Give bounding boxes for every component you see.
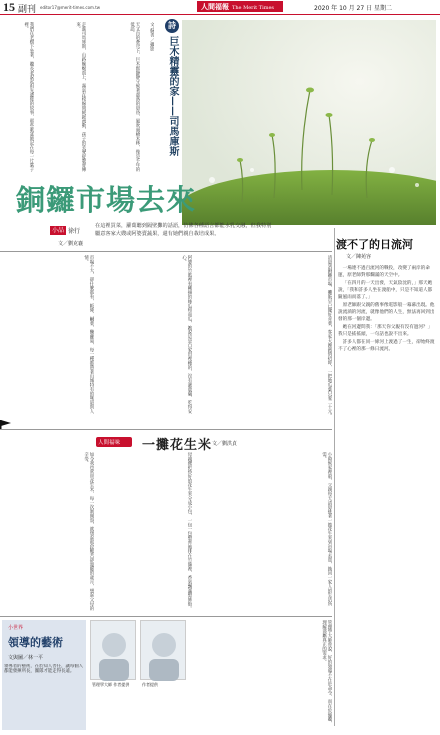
- newspaper-logo: 人間福報 The Merit Times: [197, 1, 283, 12]
- portrait-2-drawing: [141, 621, 187, 681]
- feature-title: 銅鑼市場去來: [16, 183, 197, 217]
- sidebar-paragraph: 一場連不過百流河的戰役，改變了兩岸的命運，原老師對那爛滿的天空中。: [338, 266, 430, 279]
- portrait-2-caption: 作者提供: [142, 682, 158, 687]
- sidebar-paragraph: 「在四月的一天出發，天氣陰沈的，」那天她說，「我和許多人坐在渡船中，只是不知道人都隨風雨而落了。」: [338, 280, 433, 301]
- middle-column-1: 小時候家裡窮，父親每天清晨挑著一擔花生米到市場去賣，換回一家人的生活所需。: [321, 452, 332, 606]
- portrait-1: [90, 620, 136, 680]
- feature-column-2: 阿婆的竹籃裡有剛摘的絲瓜和南瓜，她說這是自家田裡種的，沒有灑農藥，吃得安心。: [181, 255, 192, 414]
- middle-title: 一攤花生米: [142, 438, 213, 453]
- middle-badge-label: 人間福味: [98, 440, 121, 446]
- poem-title: 巨木精靈的家——司馬庫斯: [167, 36, 178, 156]
- bottom-rule: [0, 616, 332, 617]
- editor-email: editor17@merit-times.com.tw: [40, 5, 101, 10]
- bottom-column-2: 管理學大師曾說，好的領導不在於命令，而在於傾聽，理解部屬真正的需求。: [321, 620, 332, 726]
- sidebar-divider: [334, 228, 335, 726]
- sidebar-paragraph: 她在河邊問我：「那天你父親有沒有過河？」我只是搖搖頭，一句話也說不出來。: [338, 325, 433, 338]
- sprout-photo: [182, 20, 436, 225]
- portrait-2: [140, 620, 186, 680]
- sidebar-author: 文／陳苑容: [346, 254, 372, 260]
- poem-label: 詩: [165, 19, 179, 33]
- feature-author: 文／劉克襄: [58, 241, 84, 247]
- poem-column-2: 走進司馬庫斯，山路蜿蜒而上，霧氣在稜線間緩緩流動，孩子的笑聲從教會傳來。: [75, 22, 86, 172]
- sprout-photo-graphic: [182, 20, 436, 225]
- feature-column-3: 市場不大，卻什麼都有，粄條、鹹菜、醃蘿蔔，每一種都帶著山城特有的味道與人情。: [83, 255, 94, 414]
- sidebar-paragraph: 原老師跟父親的舊事像電影般一幕幕出現。他說流淌的河流，就像他們的人生，無法再回到出發的那一個岸邊。: [338, 303, 435, 323]
- section-name: 副刊: [18, 4, 37, 14]
- sidebar-title: 渡不了的日流河: [336, 238, 413, 251]
- feature-lead: 在這裡買菜，蘿蔔聽到隔壁攤的話語，仿佛各種語言都能水乳交融，但我特別屬意客家大嫂或阿婆賣蔬果，還有她們親自栽培成果。: [95, 223, 272, 237]
- portrait-1-drawing: [91, 621, 137, 681]
- poem-column-1: 天文台的蒼穹下，巨木群靜靜守候著部落的晨昏，風吹過檜木林，像是千年的低語。: [129, 22, 140, 172]
- bottom-title: 領導的藝術: [8, 636, 63, 649]
- sidebar-body: [338, 265, 435, 354]
- header-rule: [0, 14, 440, 15]
- feature-column-1: 清晨到銅鑼市場，攤販早已擺好青菜，客家大嫂熱情招呼，一把地瓜葉只要二十元。: [327, 255, 332, 418]
- issue-date: 2020 年 10 月 27 日 星期二: [314, 5, 392, 12]
- feature-badge: 小品: [51, 227, 64, 234]
- portrait-1-caption: 管理學大師 作者提供: [92, 682, 130, 687]
- feature-rule: [0, 251, 332, 252]
- page-number: 15: [3, 0, 15, 14]
- bottom-column-1: 領導者的藝術，在於知人善任，讓每個人都能發揮所長，團隊才能走得長遠。: [4, 664, 84, 675]
- poem-author: 文‧蘇善／攝影: [149, 22, 155, 52]
- page-header: [0, 0, 440, 14]
- bottom-badge: 小世界: [8, 625, 24, 631]
- middle-column-2: 母親總把炒好的花生米分成小包，一包一包整齊地排在竹篩裡，香氣飄滿整條街。: [187, 452, 192, 611]
- feature-badge-sub: 徐行: [68, 228, 81, 235]
- poem-column-3: 我們在老樹下坐著，聽長老說起祖先遷徙的故事，那些歌謠被記在每一片葉子裡。: [23, 22, 34, 172]
- middle-rule: [0, 429, 332, 430]
- bottom-author: 文與圖／林一平: [8, 655, 44, 661]
- middle-column-3: 如今我也常買花生米，每一次剝開殼，就想起那段艱苦卻溫暖的歲月，想起父母的辛勞。: [83, 452, 94, 611]
- middle-author: 文／劉洪貞: [212, 441, 238, 447]
- sidebar-paragraph: 許多人都在同一條河上渡過了一生，卻始終渡不了心裡的那一條日流河。: [338, 340, 435, 353]
